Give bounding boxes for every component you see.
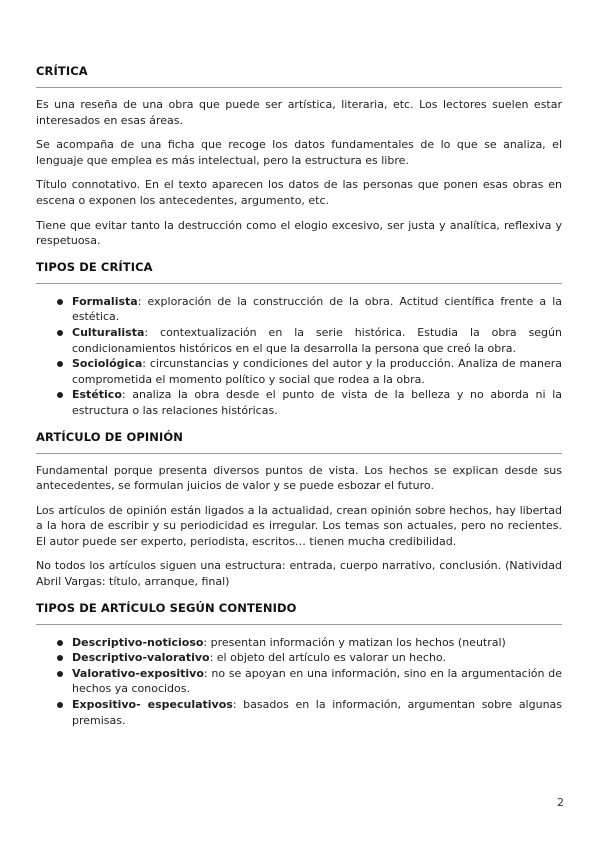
- heading-rule: [36, 87, 562, 88]
- paragraph: Título connotativo. En el texto aparecen los datos de las personas que ponen esas obras en escena o exponen los antecedentes, argumento, etc.: [36, 178, 562, 207]
- heading-rule: [36, 283, 562, 284]
- bullet-icon: [57, 702, 63, 708]
- list-item: [36, 294, 562, 325]
- item-term: Descriptivo-noticioso: [72, 635, 204, 649]
- section-heading: TIPOS DE CRÍTICA: [36, 259, 153, 274]
- bullet-list: [36, 635, 562, 729]
- list-item: [36, 697, 562, 728]
- item-term: Formalista: [72, 294, 138, 308]
- section-heading: CRÍTICA: [36, 64, 88, 78]
- item-term: Culturalista: [72, 325, 145, 339]
- item-text: : presentan información y matizan los hechos (neutral): [203, 635, 506, 649]
- heading-rule: [36, 453, 562, 454]
- list-item: [36, 635, 562, 651]
- bullet-icon: [57, 330, 63, 336]
- heading-rule: [36, 624, 562, 625]
- list-item: [36, 356, 562, 387]
- item-text: : el objeto del artículo es valorar un hecho.: [209, 651, 446, 665]
- bullet-icon: [57, 392, 63, 398]
- bullet-list: [36, 294, 562, 419]
- item-text: : analiza la obra desde el punto de vista de la belleza y no aborda ni la estructura o las relaciones históricas.: [72, 388, 562, 417]
- item-term: Valorativo-expositivo: [72, 666, 204, 680]
- item-term: Descriptivo-valorativo: [72, 651, 210, 665]
- item-term: Expositivo- especulativos: [72, 698, 233, 712]
- list-item: [36, 650, 562, 666]
- paragraph: Los artículos de opinión están ligados a la actualidad, crean opinión sobre hechos, hay libertad a la hora de escribir y su periodicidad es irregular. Los temas son actuales, pero no recientes. El autor puede ser experto, periodista, escritos… tienen mucha credibilidad.: [36, 503, 562, 548]
- bullet-icon: [57, 655, 63, 661]
- list-item: [36, 325, 562, 356]
- list-item: [36, 387, 562, 418]
- item-text: : basados en la información, argumentan sobre algunas premisas.: [72, 698, 563, 727]
- section-tipos-de-critica: [36, 260, 562, 419]
- section-critica: [36, 64, 562, 249]
- bullet-icon: [57, 671, 63, 677]
- item-term: Estético: [72, 388, 122, 402]
- bullet-icon: [57, 361, 63, 367]
- paragraph: No todos los artículos siguen una estructura: entrada, cuerpo narrativo, conclusión. (Natividad Abril Vargas: título, arranque, final): [36, 559, 562, 589]
- item-term: Sociológica: [72, 357, 143, 371]
- bullet-icon: [57, 299, 63, 305]
- paragraph: Es una reseña de una obra que puede ser artística, literaria, etc. Los lectores suelen estar interesados en esas áreas.: [36, 98, 562, 127]
- bullet-icon: [57, 640, 63, 646]
- section-articulo-de-opinion: [36, 430, 562, 590]
- item-text: : exploración de la construcción de la obra. Actitud científica frente a la estética.: [72, 294, 562, 324]
- paragraph: Se acompaña de una ficha que recoge los datos fundamentales de lo que se analiza, el lenguaje que emplea es más intelectual, pero la estructura es libre.: [36, 138, 562, 167]
- item-text: : no se apoyan en una información, sino en la argumentación de hechos ya conocidos.: [72, 666, 562, 696]
- section-tipos-de-articulo: [36, 601, 562, 729]
- page-number: 2: [557, 796, 564, 809]
- list-item: [36, 666, 562, 697]
- document-page: [36, 64, 562, 739]
- paragraph: Fundamental porque presenta diversos puntos de vista. Los hechos se explican desde sus antecedentes, se formulan juicios de valor y se puede esbozar el futuro.: [36, 463, 562, 493]
- section-heading: ARTÍCULO DE OPINIÓN: [36, 429, 183, 444]
- item-text: : contextualización en la serie histórica. Estudia la obra según condicionamientos históricos en el que la desarrolla la persona que creó la obra.: [72, 325, 562, 355]
- item-text: : circunstancias y condiciones del autor y la producción. Analiza de manera comprometida el momento político y social que rodea a la obra.: [72, 357, 562, 386]
- section-heading: TIPOS DE ARTÍCULO SEGÚN CONTENIDO: [36, 600, 297, 615]
- paragraph: Tiene que evitar tanto la destrucción como el elogio excesivo, ser justa y analítica, reflexiva y respetuosa.: [36, 218, 562, 248]
